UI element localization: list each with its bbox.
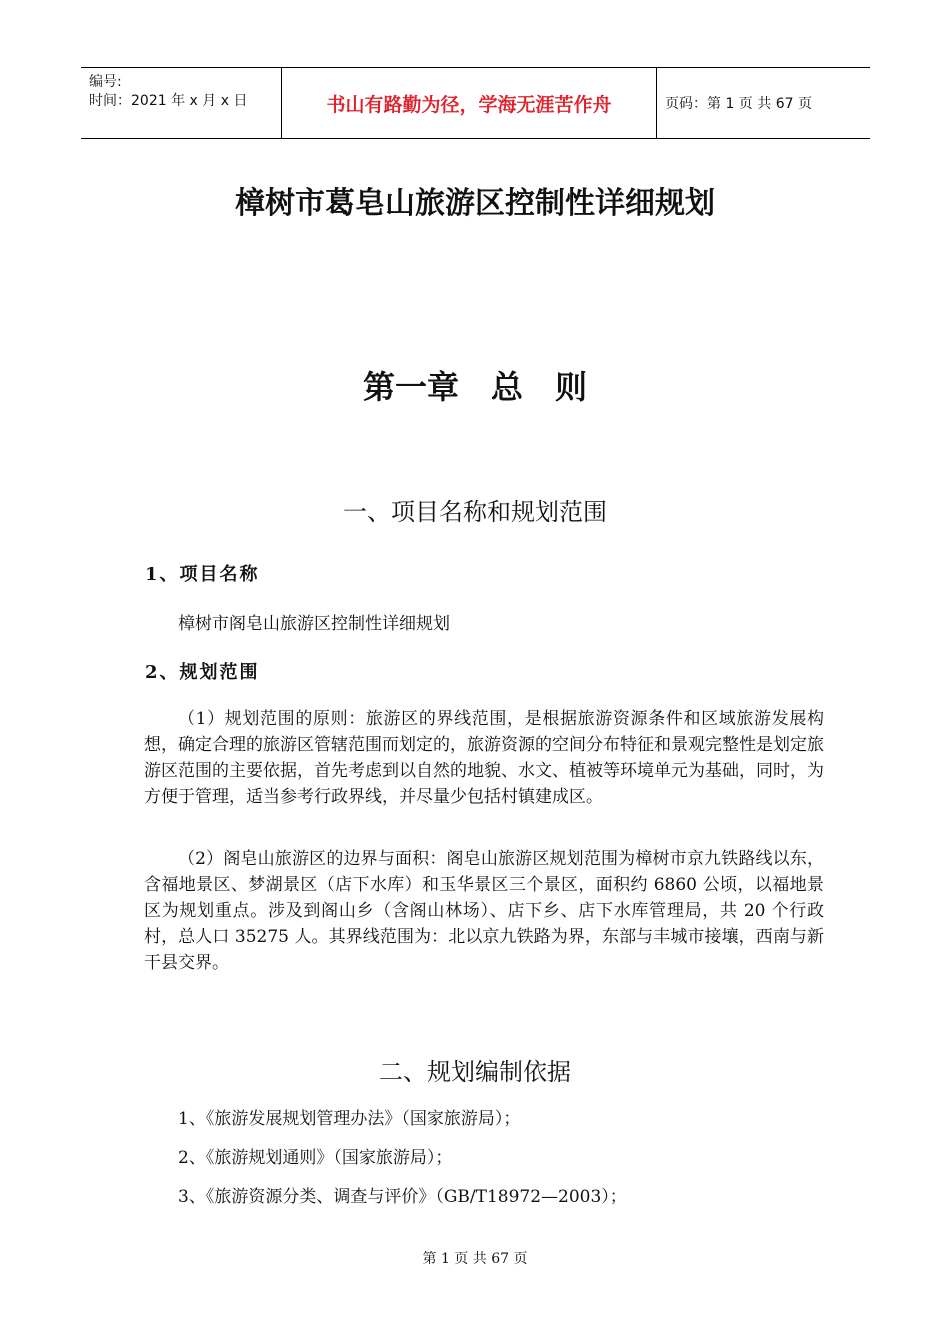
subheading-planning-scope: 2、规划范围 <box>145 662 260 683</box>
document-title: 樟树市葛皂山旅游区控制性详细规划 <box>235 186 715 221</box>
basis-item-1: 1、《旅游发展规划管理办法》（国家旅游局）； <box>178 1109 521 1129</box>
paragraph-scope-principle: （1）规划范围的原则：旅游区的界线范围，是根据旅游资源条件和区域旅游发展构想，确定合理的旅游区管辖范围而划定的，旅游资源的空间分布特征和景观完整性是划定旅游区范围的主要依据，首先考虑到以自然的地貌、水文、植被等环境单元为基础，同时，为方便于管理，适当参考行政界线，并尽量少包括村镇建成区。 <box>144 709 824 807</box>
section-heading-2: 二、规划编制依据 <box>379 1058 571 1086</box>
header-meta <box>81 68 281 138</box>
time-label: 时间：2021 年 x 月 x 日 <box>89 93 248 109</box>
section-heading-1: 一、项目名称和规划范围 <box>343 498 607 526</box>
chapter-heading: 第一章 总 则 <box>362 368 587 406</box>
page-footer: 第 1 页 共 67 页 <box>422 1251 528 1267</box>
header-motto: 书山有路勤为径，学海无涯苦作舟 <box>281 68 657 138</box>
header-table <box>81 67 870 139</box>
paragraph-scope-boundary: （2）阁皂山旅游区的边界与面积：阁皂山旅游区规划范围为樟树市京九铁路线以东，含福地景区、梦湖景区（店下水库）和玉华景区三个景区，面积约 6860 公顷，以福地景区为规划重点。涉及到阁山乡（含阁山林场）、店下乡、店下水库管理局，共 20 个行政村，总人口 35275 人。其界线范围为：北以京九铁路为界，东部与丰城市接壤，西南与新干县交界。 <box>144 849 824 973</box>
project-name-text: 樟树市阁皂山旅游区控制性详细规划 <box>178 614 450 634</box>
basis-item-2: 2、《旅游规划通则》（国家旅游局）； <box>178 1148 453 1168</box>
basis-item-3: 3、《旅游资源分类、调查与评价》（GB/T18972—2003）； <box>178 1187 627 1207</box>
header-page-info: 页码：第 1 页 共 67 页 <box>665 96 812 112</box>
subheading-project-name: 1、项目名称 <box>145 564 260 585</box>
number-label: 编号: <box>89 74 122 90</box>
